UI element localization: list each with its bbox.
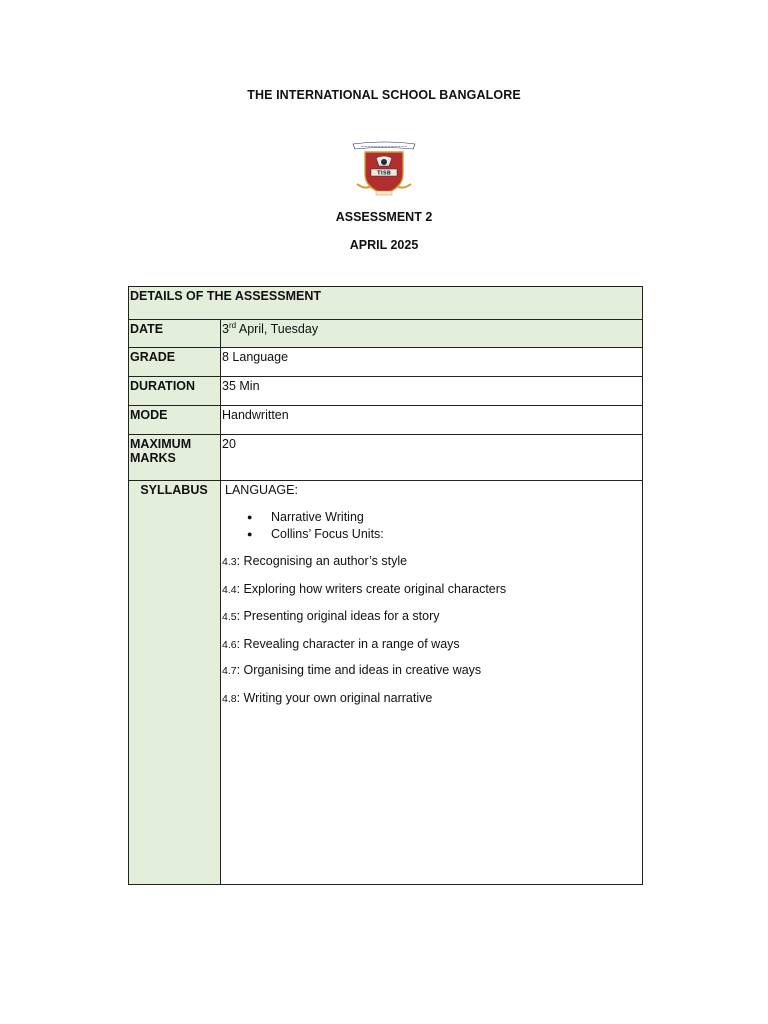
mode-value: Handwritten (221, 406, 643, 435)
svg-text:~~~~~~~~~~~~~~: ~~~~~~~~~~~~~~ (360, 144, 408, 149)
focus-unit (222, 691, 432, 705)
date-rest: April, Tuesday (236, 322, 319, 336)
maximum-marks-label: MAXIMUM MARKS (129, 435, 221, 481)
table-heading: DETAILS OF THE ASSESSMENT (129, 287, 643, 320)
table-row (129, 377, 643, 406)
unit-text: : Exploring how writers create original characters (236, 582, 507, 596)
table-row (129, 406, 643, 435)
focus-unit (222, 609, 440, 623)
unit-code: 4.4 (222, 584, 237, 596)
focus-unit (222, 637, 460, 651)
unit-code: 4.5 (222, 611, 237, 623)
maximum-marks-value: 20 (221, 435, 643, 481)
svg-text:TISB: TISB (377, 170, 391, 177)
assessment-title: ASSESSMENT 2 (335, 210, 433, 224)
syllabus-content (221, 481, 643, 885)
duration-value: 35 Min (221, 377, 643, 406)
date-day: 3 (222, 322, 229, 336)
date-ordinal: rd (228, 320, 237, 330)
focus-unit (222, 582, 506, 596)
syllabus-row (129, 481, 643, 885)
table-row (129, 348, 643, 377)
date-value (221, 320, 643, 348)
syllabus-label: SYLLABUS (129, 481, 221, 885)
assessment-details-table (128, 286, 643, 885)
table-row (129, 320, 643, 348)
unit-text: : Recognising an author’s style (236, 554, 408, 568)
table-row (129, 435, 643, 481)
unit-text: : Revealing character in a range of ways (236, 637, 460, 651)
grade-label: GRADE (129, 348, 221, 377)
school-logo (349, 140, 419, 198)
unit-code: 4.3 (222, 556, 237, 568)
syllabus-bullets (247, 509, 384, 543)
unit-code: 4.6 (222, 639, 237, 651)
syllabus-heading: LANGUAGE: (225, 483, 298, 497)
focus-unit (222, 663, 481, 677)
grade-value: 8 Language (221, 348, 643, 377)
unit-code: 4.8 (222, 693, 237, 705)
list-item: ● Narrative Writing (247, 509, 384, 526)
assessment-month: APRIL 2025 (349, 238, 419, 252)
duration-label: DURATION (129, 377, 221, 406)
crest-icon (349, 140, 419, 198)
unit-text: : Organising time and ideas in creative ways (236, 663, 482, 677)
list-item: ● Collins’ Focus Units: (247, 526, 384, 543)
table-header-row (129, 287, 643, 320)
date-label: DATE (129, 320, 221, 348)
unit-text: : Presenting original ideas for a story (236, 609, 440, 623)
mode-label: MODE (129, 406, 221, 435)
school-name: THE INTERNATIONAL SCHOOL BANGALORE (247, 88, 521, 102)
unit-code: 4.7 (222, 665, 237, 677)
focus-unit (222, 554, 407, 568)
unit-text: : Writing your own original narrative (236, 691, 433, 705)
